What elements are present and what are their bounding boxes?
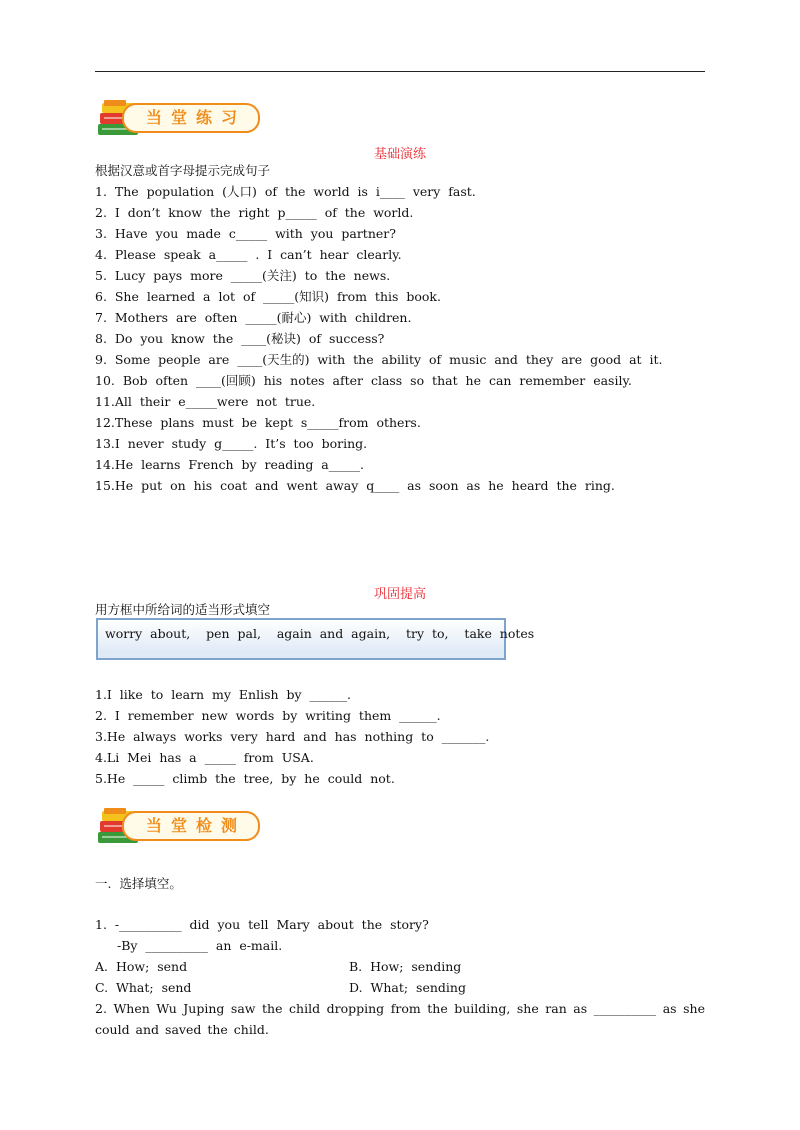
exercise-line: 5. Lucy pays more _____(关注) to the news.	[95, 268, 391, 283]
section3-heading: 一. 选择填空。	[95, 876, 182, 891]
exercise-line: 3. Have you made c_____ with you partner?	[95, 226, 396, 241]
badge-label: 当堂练习	[146, 108, 247, 127]
exercise-line: 13.I never study g_____. It’s too boring.	[95, 436, 368, 451]
exercise-line: 14.He learns French by reading a_____.	[95, 457, 364, 472]
fill-line: 3.He always works very hard and has nothing to _______.	[95, 729, 490, 744]
fill-line: 1.I like to learn my Enlish by ______.	[95, 687, 351, 702]
badge-label: 当堂检测	[146, 816, 247, 835]
header-rule	[95, 71, 705, 72]
option-b: B. How; sending	[349, 959, 462, 974]
fill-line: 5.He _____ climb the tree, by he could not.	[95, 771, 395, 786]
section-title-consolidate: 巩固提高	[373, 587, 426, 602]
question-line: 1. -__________ did you tell Mary about the story?	[95, 917, 429, 932]
exercise-line: 10. Bob often ____(回顾) his notes after class so that he can remember easily.	[95, 373, 632, 388]
question-line: -By __________ an e-mail.	[117, 938, 283, 953]
word-bank-text: worry about, pen pal, again and again, try to, take notes	[105, 626, 535, 641]
option-d: D. What; sending	[349, 980, 466, 995]
option-a: A. How; send	[95, 959, 188, 974]
exercise-line: 15.He put on his coat and went away q____ as soon as he heard the ring.	[95, 478, 615, 493]
exercise-line: 1. The population (人口) of the world is i____ very fast.	[95, 184, 476, 199]
fill-line: 2. I remember new words by writing them ______.	[95, 708, 441, 723]
fill-line: 4.Li Mei has a _____ from USA.	[95, 750, 314, 765]
section1-instruction: 根据汉意或首字母提示完成句子	[95, 163, 271, 178]
test-badge	[96, 806, 261, 848]
practice-badge	[96, 98, 261, 140]
word-bank-box	[96, 618, 535, 660]
section2-instruction: 用方框中所给词的适当形式填空	[95, 602, 271, 617]
exercise-line: 7. Mothers are often _____(耐心) with children.	[95, 310, 412, 325]
exercise-line: 4. Please speak a_____ . I can’t hear clearly.	[95, 247, 402, 262]
exercise-line: 2. I don’t know the right p_____ of the world.	[95, 205, 414, 220]
section-title-basic: 基础演练	[373, 147, 426, 162]
exercise-line: 12.These plans must be kept s_____from others.	[95, 415, 421, 430]
exercise-line: 9. Some people are ____(天生的) with the ability of music and they are good at it.	[95, 352, 663, 367]
exercise-line: 8. Do you know the ____(秘诀) of success?	[95, 331, 385, 346]
exercise-line: 11.All their e_____were not true.	[95, 394, 316, 409]
exercise-line: 6. She learned a lot of _____(知识) from this book.	[95, 289, 441, 304]
option-c: C. What; send	[95, 980, 192, 995]
question-line: 2. When Wu Juping saw the child dropping from the building, she ran as __________ as she could and saved the child.	[95, 1001, 705, 1037]
